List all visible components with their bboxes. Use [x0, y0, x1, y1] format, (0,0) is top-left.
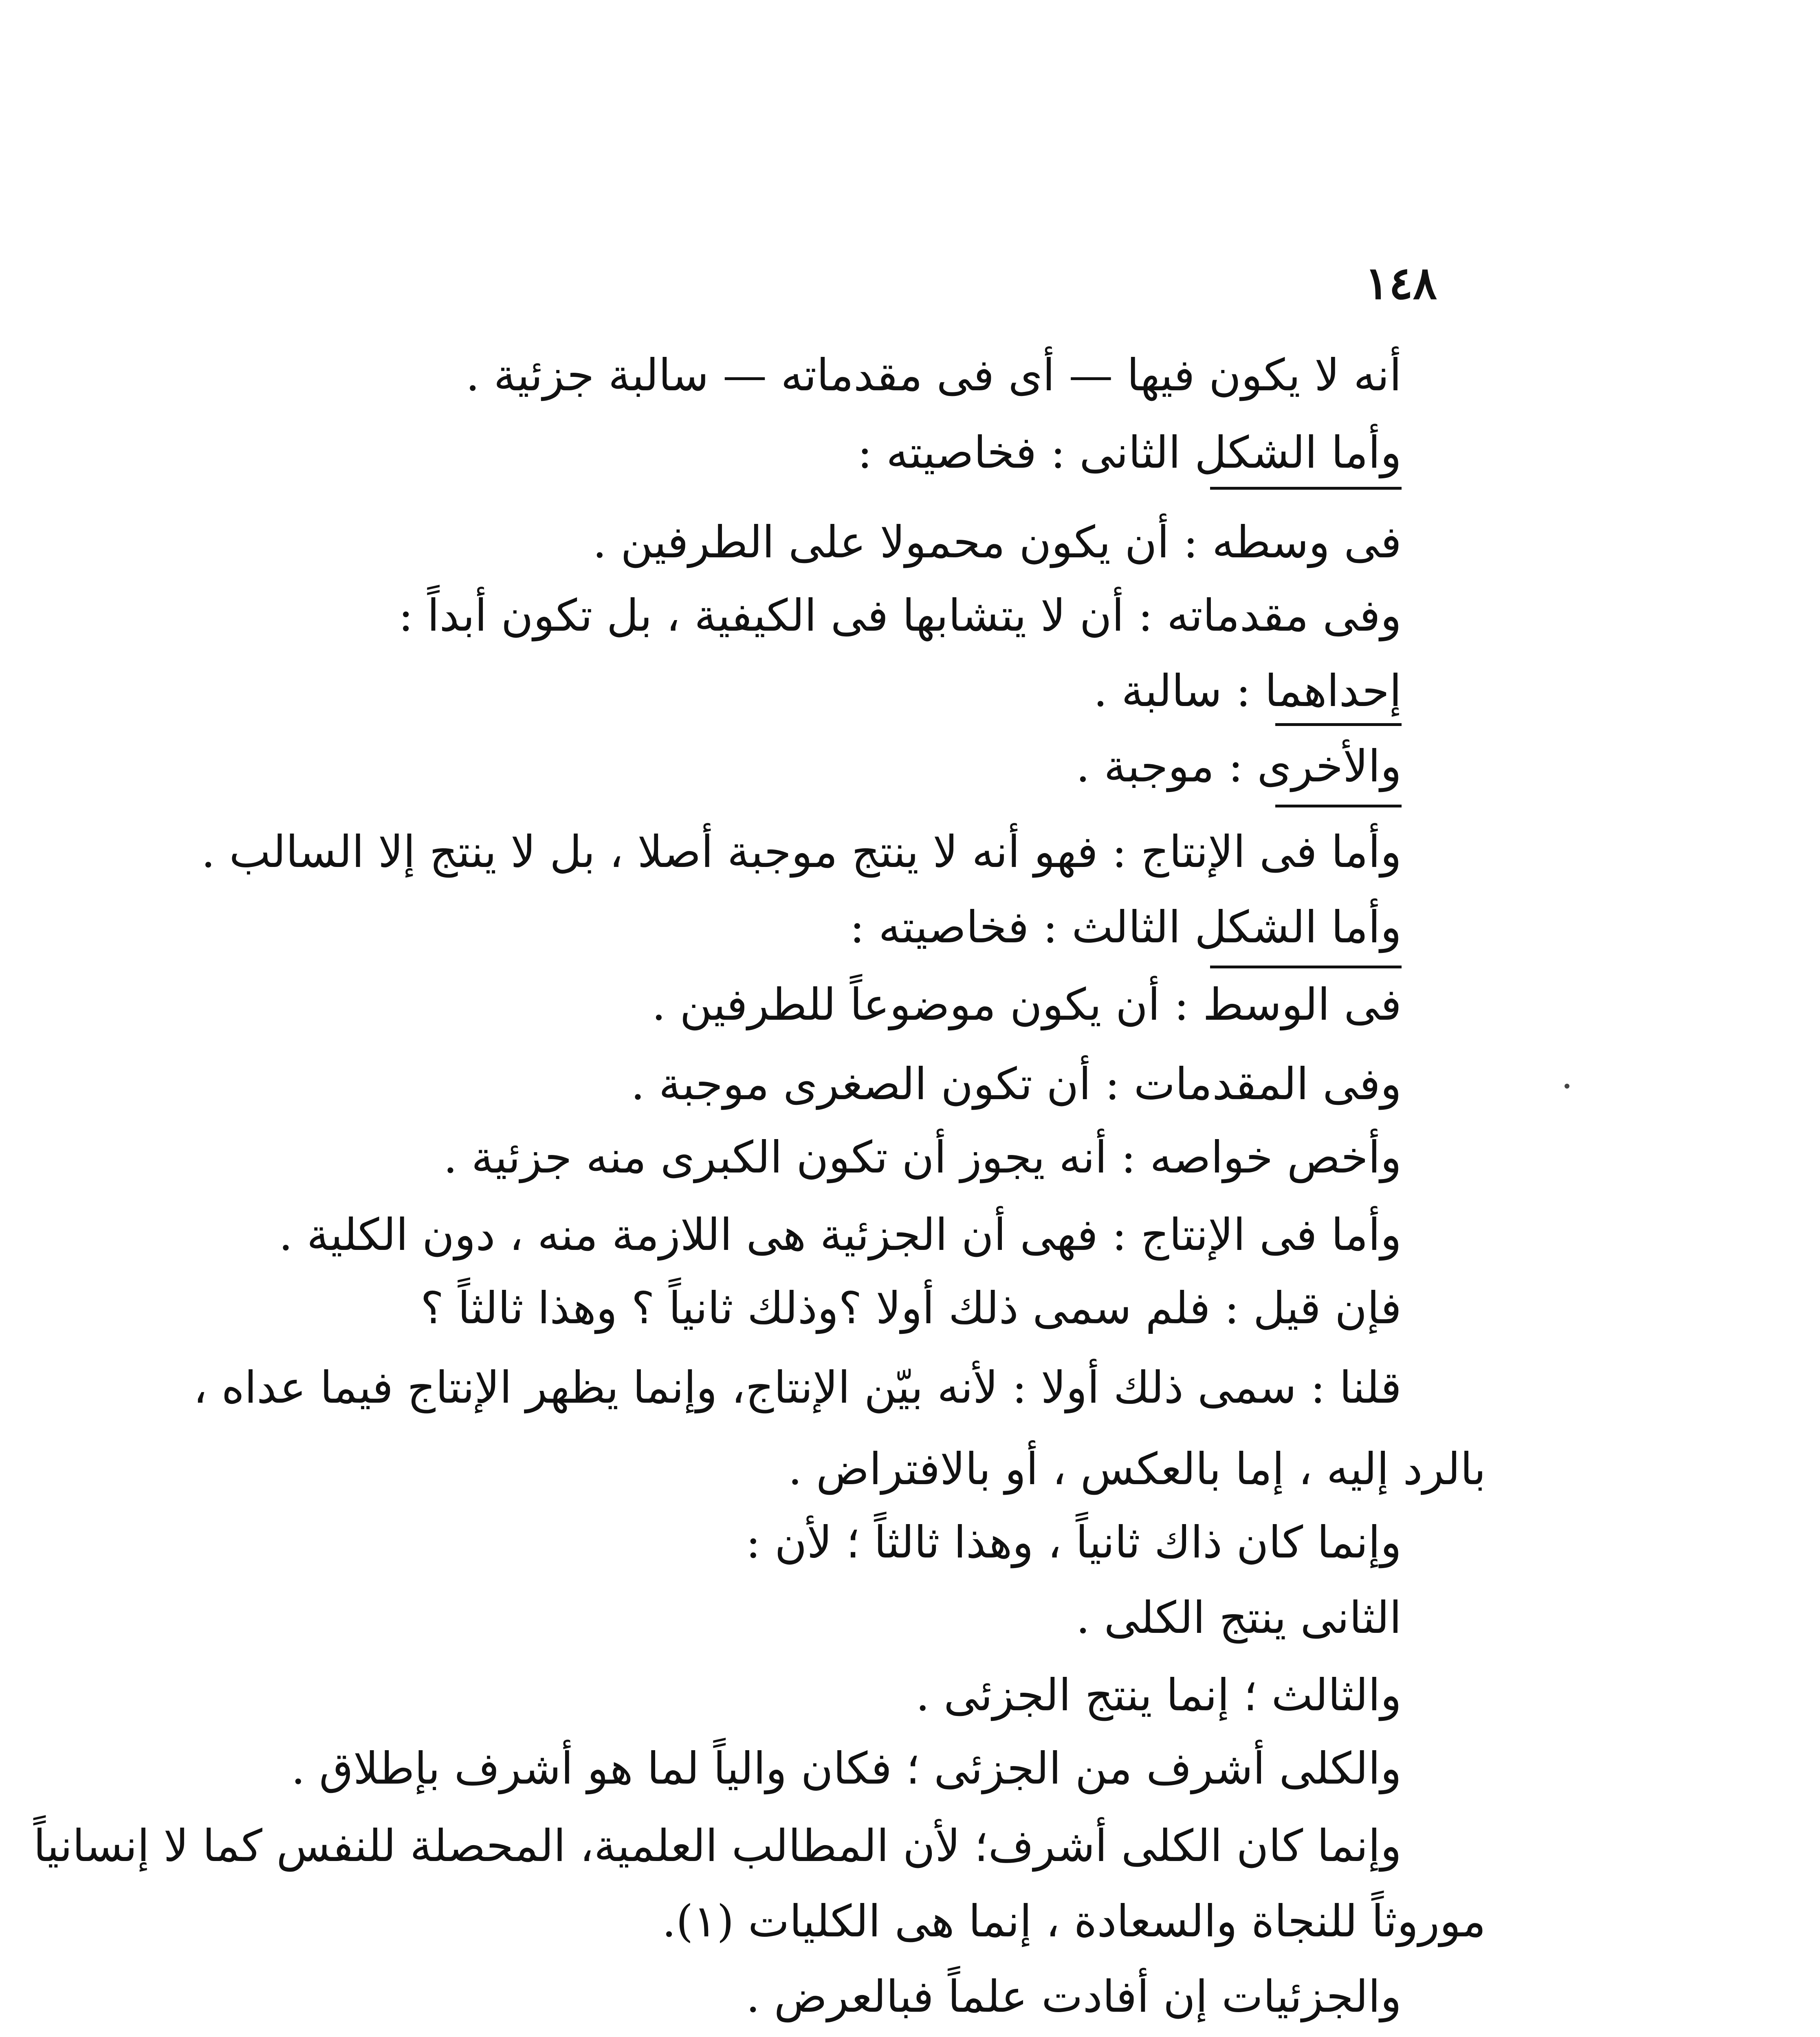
text-line: الثانى ينتج الكلى .	[1076, 1593, 1402, 1643]
text-line: بالرد إليه ، إما بالعكس ، أو بالافتراض .	[788, 1444, 1486, 1495]
heading-underline	[1210, 966, 1402, 968]
text-line: وفى المقدمات : أن تكون الصغرى موجبة .	[631, 1059, 1402, 1110]
text-line: إحداهما : سالبة .	[1093, 666, 1402, 717]
text-line: وأما الشكل الثالث : فخاصيته :	[849, 902, 1402, 953]
text-line: وأخص خواصه : أنه يجوز أن تكون الكبرى منه جزئية .	[443, 1132, 1402, 1183]
text-line: والثالث ؛ إنما ينتج الجزئى .	[916, 1670, 1402, 1721]
text-line: فى وسطه : أن يكون محمولا على الطرفين .	[592, 517, 1402, 568]
heading-underline	[1210, 487, 1402, 490]
text-line: والجزئيات إن أفادت علماً فبالعرض .	[746, 1971, 1402, 2022]
scan-speck	[1565, 1084, 1569, 1089]
heading-underline	[1275, 805, 1402, 807]
text-line: قلنا : سمى ذلك أولا : لأنه بيّن الإنتاج، وإنما يظهر الإنتاج فيما عداه ،	[193, 1362, 1402, 1413]
text-line: وفى مقدماته : أن لا يتشابها فى الكيفية ، بل تكون أبداً :	[398, 590, 1402, 641]
text-line: موروثاً للنجاة والسعادة ، إنما هى الكليات (١).	[662, 1896, 1486, 1947]
page-number: ١٤٨	[1364, 257, 1437, 309]
text-line: وأما الشكل الثانى : فخاصيته :	[857, 427, 1402, 478]
heading-underline	[1275, 723, 1402, 726]
text-line: فى الوسط : أن يكون موضوعاً للطرفين .	[651, 979, 1402, 1030]
text-line: وإنما كان الكلى أشرف؛ لأن المطالب العلمية، المحصلة للنفس كما لا إنسانياً	[33, 1821, 1402, 1872]
text-line: وأما فى الإنتاج : فهى أن الجزئية هى اللازمة منه ، دون الكلية .	[279, 1210, 1402, 1260]
text-line: والكلى أشرف من الجزئى ؛ فكان والياً لما هو أشرف بإطلاق .	[291, 1743, 1402, 1794]
text-line: فإن قيل : فلم سمى ذلك أولا ؟وذلك ثانياً ؟ وهذا ثالثاً ؟	[420, 1283, 1402, 1334]
text-line: أنه لا يكون فيها — أى فى مقدماته — سالبة جزئية .	[465, 350, 1402, 401]
text-line: والأخرى : موجبة .	[1076, 741, 1402, 792]
text-line: وإنما كان ذاك ثانياً ، وهذا ثالثاً ؛ لأن :	[746, 1517, 1402, 1568]
text-line: وأما فى الإنتاج : فهو أنه لا ينتج موجبة أصلا ، بل لا ينتج إلا السالب .	[201, 827, 1402, 878]
